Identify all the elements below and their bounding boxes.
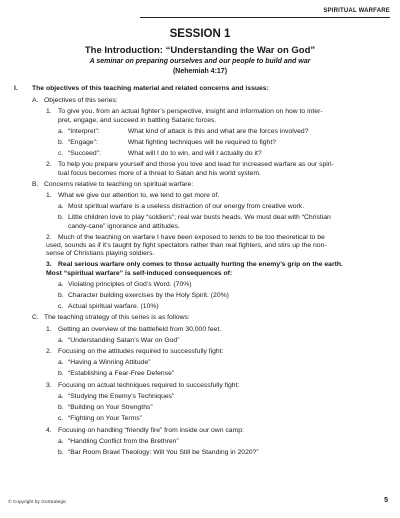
outline-item-C [20, 314, 382, 322]
outline-item-A1c [20, 150, 382, 158]
outline-text: “Establishing a Fear-Free Defense” [68, 370, 175, 378]
outline-item-B2-cont [20, 242, 382, 250]
outline-number: 4. [46, 426, 52, 434]
outline-number: a. [58, 280, 64, 288]
outline-text: Concerns relative to teaching on spiritual warfare: [44, 180, 194, 188]
outline-item-B3-cont [20, 270, 382, 278]
outline-number: B. [32, 180, 39, 188]
outline-item-A2-cont [20, 170, 382, 178]
outline-number: 2. [46, 348, 52, 356]
term-definition: What will I do to win, and will I actually do it? [127, 150, 262, 158]
outline-number: a. [58, 437, 64, 445]
outline-number: c. [58, 150, 64, 158]
outline-text: Getting an overview of the battlefield from 30,000 feet. [58, 325, 222, 333]
term-label: “Succeed”: [68, 150, 101, 158]
outline-number: 1. [46, 108, 52, 116]
outline-text: “Understanding Satan’s War on God” [68, 336, 180, 344]
outline-item-C3c [20, 415, 382, 423]
outline-number: b. [58, 370, 64, 378]
outline-item-B3 [20, 261, 382, 269]
copyright-notice: © Copyright by GoStrategic [8, 500, 67, 505]
outline-item-C1a [20, 337, 382, 345]
outline-item-C2b [20, 370, 382, 378]
outline-item-B [20, 181, 382, 189]
outline-text: “Having a Winning Attitude” [68, 359, 151, 367]
outline-item-B3a [20, 281, 382, 289]
outline-number: b. [58, 404, 64, 412]
outline-text: “Building on Your Strengths” [68, 404, 153, 412]
outline-number: a. [58, 336, 64, 344]
outline-number: 2. [46, 161, 52, 169]
outline-text: Objectives of this series: [44, 97, 118, 105]
outline-item-A1a [20, 128, 382, 136]
outline-text: sense of Christians playing soldiers. [46, 250, 155, 258]
outline-text: Actual spiritual warfare. (10%) [68, 303, 159, 311]
outline-text: Focusing on the attitudes required to successfully fight: [58, 348, 224, 356]
outline-text: Most “spiritual warfare” is self-induced consequences of: [46, 269, 233, 277]
outline-number: b. [58, 139, 64, 147]
outline-text: Much of the teaching on warfare I have been exposed to tends to be too theoretical to be [58, 233, 325, 241]
outline-text: used, sounds as if it’s taught by fight spectators rather than real fighters, and stirs up the non- [46, 242, 327, 250]
outline-item-B3b [20, 292, 382, 300]
outline-text: To give you, from an actual fighter’s perspective, insight and information on how to inter- [58, 108, 323, 116]
outline-number: a. [58, 359, 64, 367]
outline-item-C1 [20, 326, 382, 334]
outline-item-B1a [20, 203, 382, 211]
outline-item-B2 [20, 234, 382, 242]
outline-number: 3. [46, 261, 52, 269]
outline-number: 3. [46, 381, 52, 389]
outline-number: C. [32, 314, 39, 322]
outline-text: tual focus becomes more of a threat to Satan and his world system. [58, 169, 261, 177]
outline-item-C2a [20, 359, 382, 367]
running-header: SPIRITUAL WARFARE [140, 8, 390, 18]
outline-text: Focusing on actual techniques required to successfully fight: [58, 381, 240, 389]
outline-number: c. [58, 303, 64, 311]
outline-item-C2 [20, 348, 382, 356]
term-definition: What fighting techniques will be required to fight? [127, 139, 276, 147]
term-label: “Engage”: [68, 139, 98, 147]
outline-number: b. [58, 214, 64, 222]
seminar-tagline: A seminar on preparing ourselves and our people to build and war [89, 58, 311, 65]
outline-item-A [20, 97, 382, 105]
outline-text: What we give our attention to, we tend to get more of. [58, 192, 220, 200]
outline-item-C4a [20, 438, 382, 446]
outline-item-C3b [20, 404, 382, 412]
outline-item-C3a [20, 393, 382, 401]
outline-number: b. [58, 292, 64, 300]
outline-number: 1. [46, 192, 52, 200]
outline-text: Violating principles of God’s Word. (70%) [68, 280, 192, 288]
scripture-reference: (Nehemiah 4:17) [172, 68, 228, 75]
outline-text: Most spiritual warfare is a useless distraction of our energy from creative work. [68, 203, 305, 211]
term-definition: What kind of attack is this and what are the forces involved? [127, 127, 309, 135]
outline-text: The teaching strategy of this series is as follows: [44, 314, 190, 322]
outline-text: pret, engage, and succeed in battling Satanic forces. [58, 116, 217, 124]
outline-item-A2 [20, 161, 382, 169]
term-label: “Interpret”: [68, 127, 100, 135]
outline-item-B1b-cont [20, 223, 382, 231]
outline-item-C4 [20, 427, 382, 435]
outline-item-A1-cont [20, 117, 382, 125]
outline-number: I. [14, 85, 18, 92]
outline-number: 1. [46, 325, 52, 333]
outline-text: Little children love to play “soldiers”; real war busts heads. We must deal with “Christian [68, 214, 331, 222]
outline-number: a. [58, 203, 64, 211]
outline-text: Character building exercises by the Holy Spirit. (20%) [68, 292, 229, 300]
outline-text: candy-cane” ignorance and attitudes. [68, 222, 180, 230]
outline-item-A1b [20, 139, 382, 147]
outline-text: To help you prepare yourself and those you love and lead for increased warfare as our spiri- [58, 161, 334, 169]
outline-number: 2. [46, 233, 52, 241]
outline-number: c. [58, 415, 64, 423]
outline-text: Focusing on handling “friendly fire” from inside our own camp: [58, 426, 244, 434]
outline-item-B1 [20, 192, 382, 200]
outline-item-A1 [20, 108, 382, 116]
outline-text: “Handling Conflict from the Brethren” [68, 437, 179, 445]
session-subtitle: The Introduction: “Understanding the War on God” [84, 45, 316, 56]
outline-number: a. [58, 392, 64, 400]
outline-number: a. [58, 127, 64, 135]
outline-number: b. [58, 448, 64, 456]
outline-text: Real serious warfare only comes to those actually hurting the enemy’s grip on the earth. [58, 261, 343, 269]
outline-item-C4b [20, 449, 382, 457]
page-number: 5 [384, 497, 388, 504]
outline-text: The objectives of this teaching material and related concerns and issues: [32, 85, 269, 92]
outline-text: “Studying the Enemy’s Techniques” [68, 392, 175, 400]
session-heading: SESSION 1 [169, 28, 231, 40]
outline-item-B1b [20, 214, 382, 222]
outline-item-B2-cont2 [20, 250, 382, 258]
outline-number: A. [32, 97, 39, 105]
outline-item-C3 [20, 382, 382, 390]
outline-item-I [14, 85, 382, 93]
outline-text: “Bar Room Brawl Theology: Will You Still be Standing in 2020?” [68, 448, 259, 456]
outline-text: “Fighting on Your Terms” [68, 415, 142, 423]
outline-body [14, 85, 382, 457]
outline-item-B3c [20, 303, 382, 311]
